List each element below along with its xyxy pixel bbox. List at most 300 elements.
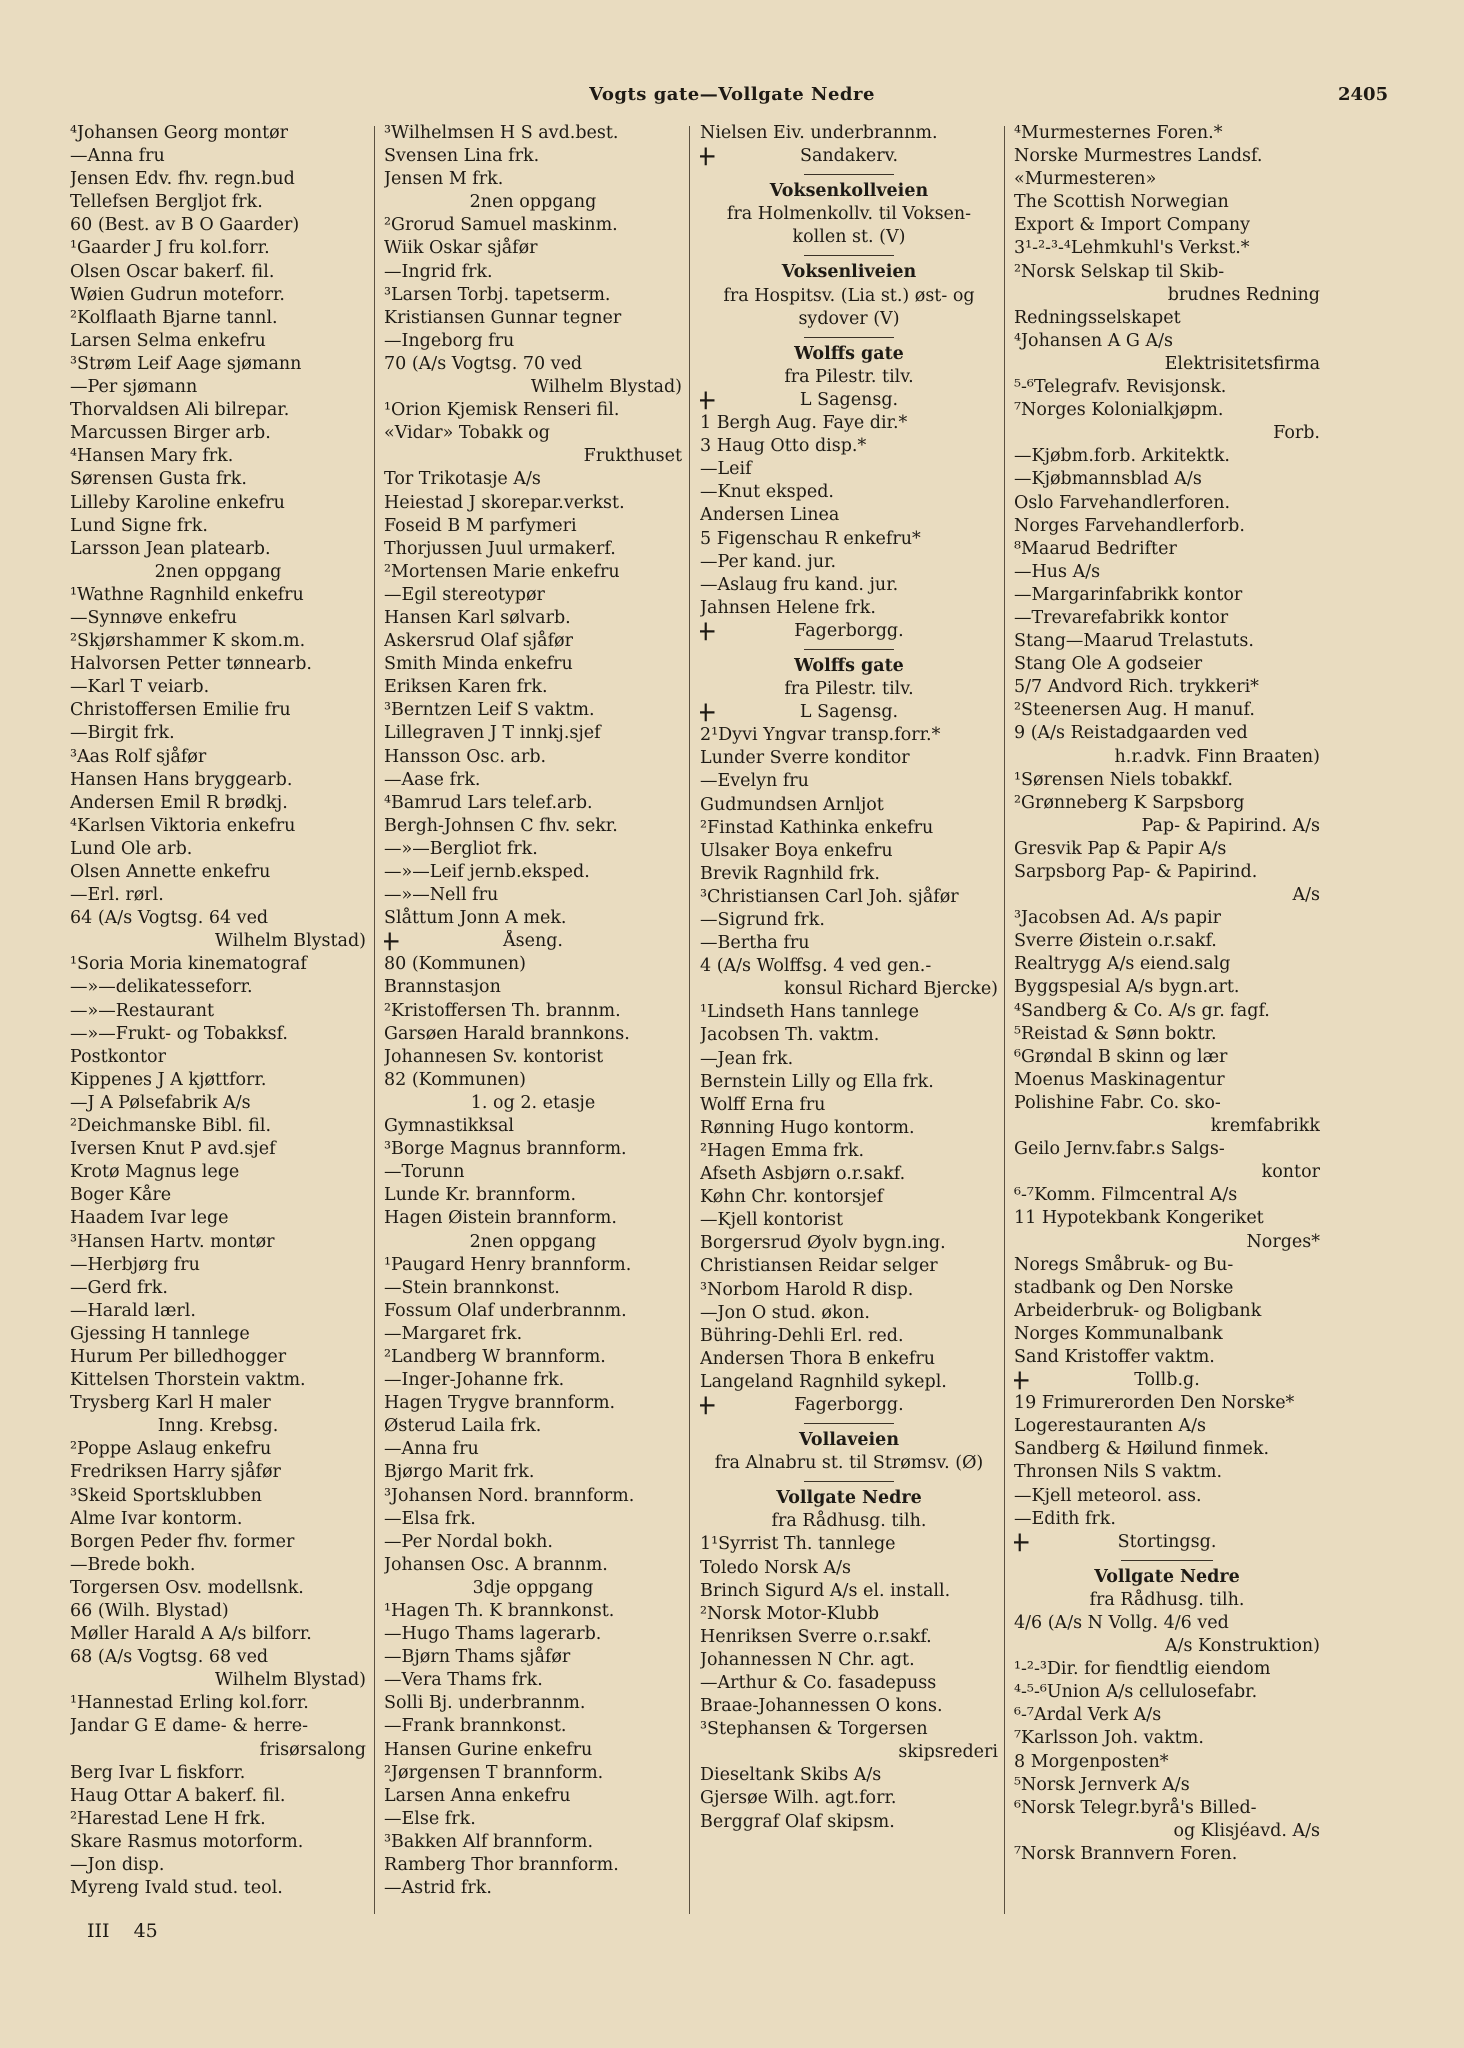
street-heading: Vollgate Nedre (776, 1488, 922, 1509)
directory-entry: Bjørgo Marit frk. (384, 1462, 535, 1483)
directory-entry: Eriksen Karen frk. (384, 677, 548, 698)
directory-entry: Svensen Lina frk. (384, 146, 540, 167)
directory-entry: ³Strøm Leif Aage sjømann (70, 353, 302, 374)
directory-entry: 4/6 (A/s N Vollg. 4/6 ved (1014, 1613, 1229, 1633)
directory-entry: —Jon O stud. økon. (700, 1302, 870, 1323)
directory-entry: —Margaret frk. (384, 1323, 523, 1344)
sheet-number: 45 (133, 1920, 158, 1942)
directory-entry: —Per kand. jur. (700, 551, 837, 572)
directory-entry: ⁵Norsk Jernverk A/s (1014, 1774, 1190, 1795)
directory-entry: Norges Kommunalbank (1014, 1323, 1223, 1344)
directory-entry: Solli Bj. underbrannm. (384, 1693, 586, 1714)
directory-entry: Larsen Anna enkefru (384, 1785, 571, 1806)
directory-entry: —Jean frk. (700, 1048, 794, 1069)
directory-entry: Lunde Kr. brannform. (384, 1185, 577, 1206)
directory-entry: 2nen oppgang (154, 561, 282, 582)
section-separator (700, 1475, 998, 1487)
directory-entry: ²Norsk Selskap til Skib- (1014, 261, 1225, 282)
directory-entry: —Bjørn Thams sjåfør (384, 1647, 571, 1668)
street-heading: Wolffs gate (794, 655, 904, 676)
directory-entry: —Aase frk. (384, 769, 481, 790)
directory-entry: Gresvik Pap & Papir A/s (1014, 838, 1227, 859)
section-separator (700, 643, 998, 655)
directory-entry: Logerestauranten A/s (1014, 1416, 1206, 1437)
directory-entry: —»—delikatesseforr. (70, 977, 253, 998)
directory-entry: fra Rådhusg. tilh. (1089, 1589, 1245, 1610)
directory-entry: brudnes Redning (1167, 284, 1320, 305)
directory-entry: Skare Rasmus motorform. (70, 1831, 304, 1852)
directory-entry: —Astrid frk. (384, 1878, 492, 1899)
directory-entry: Byggspesial A/s bygn.art. (1014, 977, 1240, 998)
column-divider (374, 126, 375, 1914)
directory-entry: Forb. (1273, 423, 1320, 444)
directory-entry: Berg Ivar L fiskforr. (70, 1762, 246, 1783)
directory-entry: —Frank brannkonst. (384, 1716, 567, 1737)
directory-entry: —»—Frukt- og Tobakksf. (70, 1023, 288, 1044)
directory-entry: Noregs Småbruk- og Bu- (1014, 1254, 1234, 1275)
directory-entry: —Sigrund frk. (700, 910, 825, 930)
street-heading: Voksenliveien (781, 262, 917, 283)
cross-street-marker: + Sandakerv. (700, 145, 998, 168)
directory-entry: Pap- & Papirind. A/s (1141, 815, 1320, 836)
signature-mark: III (87, 1920, 110, 1942)
directory-entry: Rønning Hugo kontorm. (700, 1117, 915, 1138)
directory-entry: ²Skjørshammer K skom.m. (70, 631, 306, 652)
directory-entry: —»—Leif jernb.eksped. (384, 862, 590, 882)
directory-entry: ²Landberg W brannform. (384, 1346, 606, 1367)
street-heading: Vollgate Nedre (1094, 1566, 1240, 1587)
directory-entry: ⁴Sandberg & Co. A/s gr. fagf. (1014, 1000, 1270, 1021)
directory-entry: Elektrisitetsfirma (1164, 353, 1320, 374)
directory-entry: ¹Sørensen Niels tobakkf. (1014, 769, 1233, 790)
directory-entry: 80 (Kommunen) (384, 954, 526, 975)
directory-entry: ⁶Norsk Telegr.byrå's Billed- (1014, 1797, 1257, 1818)
directory-entry: —Kjell meteorol. ass. (1014, 1485, 1202, 1506)
directory-entry: fra Holmenkollv. til Voksen- (726, 204, 972, 225)
column-2 (384, 122, 682, 1922)
directory-entry: Johannesen Sv. kontorist (384, 1046, 604, 1067)
directory-entry: Afseth Asbjørn o.r.sakf. (700, 1164, 906, 1185)
directory-entry: Brannstasjon (384, 977, 501, 998)
directory-entry: —Hugo Thams lagerarb. (384, 1624, 602, 1645)
directory-entry: Thronsen Nils S vaktm. (1014, 1462, 1223, 1483)
directory-entry: ³Borge Magnus brannform. (384, 1139, 627, 1160)
directory-entry: Berggraf Olaf skipsm. (700, 1811, 895, 1832)
directory-entry: 3dje oppgang (472, 1577, 594, 1598)
directory-entry: Wilhelm Blystad) (530, 377, 682, 398)
directory-entry: Brinch Sigurd A/s el. install. (700, 1580, 951, 1601)
directory-entry: ³Berntzen Leif S vaktm. (384, 700, 595, 721)
directory-entry: —J A Pølsefabrik A/s (70, 1092, 251, 1113)
directory-entry: A/s (1292, 885, 1320, 906)
directory-entry: —Erl. rørl. (70, 885, 164, 906)
directory-entry: kremfabrikk (1210, 1116, 1320, 1137)
directory-entry: Tor Trikotasje A/s (384, 469, 541, 490)
directory-entry: 2nen oppgang (469, 192, 597, 213)
cross-street-marker: + L Sagensg. (700, 389, 998, 412)
directory-entry: Olsen Oscar bakerf. fil. (70, 261, 275, 282)
directory-entry: ⁴Johansen Georg montør (70, 123, 289, 143)
directory-entry: ⁴Karlsen Viktoria enkefru (70, 815, 296, 836)
directory-entry: 60 (Best. av B O Gaarder) (70, 215, 300, 236)
directory-entry: ²Finstad Kathinka enkefru (700, 817, 934, 838)
directory-entry: A/s Konstruktion) (1164, 1636, 1320, 1657)
directory-entry: ³Wilhelmsen H S avd.best. (384, 123, 619, 143)
directory-entry: Foseid B M parfymeri (384, 515, 577, 536)
directory-entry: 2nen oppgang (469, 1231, 597, 1252)
directory-entry: Trysberg Karl H maler (70, 1393, 271, 1414)
directory-entry: ⁴-⁵-⁶Union A/s cellulosefabr. (1014, 1682, 1258, 1703)
directory-entry: ²Kolflaath Bjarne tannl. (70, 307, 278, 328)
directory-entry: Wolff Erna fru (700, 1094, 826, 1115)
section-separator (700, 249, 998, 261)
directory-entry: Borgersrud Øyolv bygn.ing. (700, 1233, 946, 1254)
directory-entry: ²Poppe Aslaug enkefru (70, 1439, 272, 1460)
directory-entry: —Torunn (384, 1162, 465, 1183)
directory-entry: Polishine Fabr. Co. sko- (1014, 1092, 1221, 1113)
directory-entry: —Ingrid frk. (384, 261, 493, 282)
directory-entry: ³Aas Rolf sjåfør (70, 746, 207, 767)
directory-entry: —Jon disp. (70, 1855, 165, 1876)
directory-entry: —Herbjørg fru (70, 1254, 200, 1275)
directory-entry: ²Kristoffersen Th. brannm. (384, 1000, 621, 1021)
directory-entry: fra Hospitsv. (Lia st.) øst- og (723, 285, 975, 306)
directory-entry: Jacobsen Th. vaktm. (700, 1025, 880, 1046)
directory-entry: 64 (A/s Vogtsg. 64 ved (70, 908, 269, 929)
directory-entry: —Egil stereotypør (384, 584, 545, 605)
directory-entry: ³Johansen Nord. brannform. (384, 1485, 635, 1506)
directory-entry: —Trevarefabrikk kontor (1014, 607, 1229, 628)
directory-entry: 68 (A/s Vogtsg. 68 ved (70, 1647, 269, 1668)
directory-entry: Garsøen Harald brannkons. (384, 1023, 630, 1044)
directory-entry: Smith Minda enkefru (384, 654, 573, 675)
directory-entry: Køhn Chr. kontorsjef (700, 1187, 884, 1208)
directory-entry: 9 (A/s Reistadgaarden ved (1014, 723, 1248, 744)
directory-entry: Hurum Per billedhogger (70, 1346, 287, 1367)
directory-entry: Kristiansen Gunnar tegner (384, 307, 622, 328)
page-footer (87, 1920, 176, 1942)
directory-entry: —Kjøbm.forb. Arkitektk. (1014, 446, 1230, 467)
directory-entry: Frukthuset (583, 446, 682, 467)
column-4 (1014, 122, 1320, 1922)
directory-entry: —Kjøbmannsblad A/s (1014, 469, 1202, 490)
directory-entry: 66 (Wilh. Blystad) (70, 1601, 229, 1621)
directory-entry: ²Grorud Samuel maskinm. (384, 215, 618, 236)
directory-entry: Norges* (1246, 1231, 1320, 1252)
street-heading: Voksenkollveien (769, 181, 929, 202)
directory-entry: Sørensen Gusta frk. (70, 469, 247, 490)
directory-entry: —Anna fru (70, 146, 165, 167)
directory-entry: Østerud Laila frk. (384, 1416, 542, 1437)
directory-entry: 82 (Kommunen) (384, 1069, 526, 1090)
directory-entry: Sarpsborg Pap- & Papirind. (1014, 862, 1258, 882)
directory-entry: ¹Wathne Ragnhild enkefru (70, 584, 304, 605)
directory-entry: ³Skeid Sportsklubben (70, 1485, 262, 1506)
directory-entry: —Ingeborg fru (384, 330, 515, 351)
directory-entry: —Else frk. (384, 1808, 476, 1829)
directory-entry: Sverre Øistein o.r.sakf. (1014, 931, 1217, 952)
directory-entry: —Harald lærl. (70, 1300, 196, 1321)
directory-entry: ³Bakken Alf brannform. (384, 1831, 594, 1852)
directory-entry: Krotø Magnus lege (70, 1162, 240, 1183)
directory-entry: Stang—Maarud Trelastuts. (1014, 631, 1254, 652)
directory-entry: Lund Ole arb. (70, 838, 193, 859)
directory-entry: 1¹Syrrist Th. tannlege (700, 1534, 896, 1555)
directory-entry: ²Harestad Lene H frk. (70, 1808, 266, 1829)
directory-entry: Hansen Karl sølvarb. (384, 607, 571, 628)
directory-entry: 2¹Dyvi Yngvar transp.forr.* (700, 725, 941, 746)
directory-entry: Tellefsen Bergljot frk. (70, 192, 263, 213)
directory-entry: Norges Farvehandlerforb. (1014, 515, 1245, 536)
directory-entry: Christiansen Reidar selger (700, 1256, 938, 1277)
directory-entry: Postkontor (70, 1046, 166, 1067)
directory-entry: Christoffersen Emilie fru (70, 700, 291, 721)
directory-entry: ¹Hagen Th. K brannkonst. (384, 1601, 615, 1621)
directory-entry: Thorjussen Juul urmakerf. (384, 538, 616, 559)
directory-entry: Iversen Knut P avd.sjef (70, 1139, 276, 1160)
directory-entry: sydover (V) (798, 308, 900, 329)
directory-entry: Oslo Farvehandlerforen. (1014, 492, 1231, 513)
directory-entry: ⁷Norges Kolonialkjøpm. (1014, 400, 1224, 421)
directory-entry: ³Hansen Hartv. montør (70, 1231, 275, 1252)
directory-entry: —Inger-Johanne frk. (384, 1370, 565, 1391)
section-separator (700, 1417, 998, 1429)
directory-entry: Realtrygg A/s eiend.salg (1014, 954, 1231, 975)
directory-entry: Askersrud Olaf sjåfør (384, 631, 573, 652)
section-separator (700, 331, 998, 343)
directory-entry: ⁶-⁷Ardal Verk A/s (1014, 1705, 1162, 1726)
directory-entry: frisørsalong (259, 1739, 366, 1760)
directory-entry: Sandberg & Høilund finmek. (1014, 1439, 1270, 1460)
directory-entry: Marcussen Birger arb. (70, 423, 271, 444)
directory-entry: Kittelsen Thorstein vaktm. (70, 1370, 306, 1391)
directory-entry: ⁴Johansen A G A/s (1014, 330, 1173, 351)
directory-entry: ¹Gaarder J fru kol.forr. (70, 238, 270, 259)
directory-entry: Larsson Jean platearb. (70, 538, 271, 559)
directory-entry: fra Rådhusg. tilh. (771, 1511, 927, 1532)
directory-entry: ⁵Reistad & Sønn boktr. (1014, 1023, 1217, 1044)
directory-entry: ²Hagen Emma frk. (700, 1140, 865, 1161)
directory-entry: Haadem Ivar lege (70, 1208, 229, 1229)
directory-entry: Hansson Osc. arb. (384, 746, 547, 767)
directory-entry: Johannessen N Chr. agt. (700, 1649, 915, 1670)
directory-entry: Gudmundsen Arnljot (700, 794, 884, 815)
cross-street-marker: + Åseng. (384, 930, 682, 953)
directory-entry: ³Norbom Harold R disp. (700, 1279, 914, 1300)
directory-entry: Bernstein Lilly og Ella frk. (700, 1071, 934, 1092)
directory-entry: Redningsselskapet (1014, 307, 1181, 328)
directory-entry: ⁶-⁷Komm. Filmcentral A/s (1014, 1185, 1238, 1206)
directory-entry: Jensen M frk. (384, 169, 504, 190)
directory-entry: ⁸Maarud Bedrifter (1014, 538, 1177, 559)
directory-entry: —»—Restaurant (70, 1000, 215, 1021)
directory-entry: —Karl T veiarb. (70, 677, 210, 698)
directory-entry: —Kjell kontorist (700, 1210, 844, 1231)
directory-entry: Bergh-Johnsen C fhv. sekr. (384, 815, 618, 836)
directory-entry: «Murmesteren» (1014, 169, 1157, 190)
directory-entry: ²Mortensen Marie enkefru (384, 561, 620, 582)
directory-entry: 5/7 Andvord Rich. trykkeri* (1014, 677, 1259, 698)
directory-entry: «Vidar» Tobakk og (384, 423, 550, 444)
directory-entry: 1 Bergh Aug. Faye dir.* (700, 413, 908, 434)
column-divider (689, 126, 690, 1914)
directory-entry: Lillegraven J T innkj.sjef (384, 723, 601, 744)
directory-entry: ⁴Hansen Mary frk. (70, 446, 234, 467)
directory-entry: fra Alnabru st. til Strømsv. (Ø) (714, 1453, 984, 1474)
directory-entry: —Anna fru (384, 1439, 479, 1460)
directory-entry: Wilhelm Blystad) (214, 1670, 366, 1691)
directory-entry: Toledo Norsk A/s (700, 1557, 851, 1578)
directory-entry: 8 Morgenposten* (1014, 1751, 1169, 1772)
directory-entry: Wøien Gudrun moteforr. (70, 284, 285, 305)
directory-entry: Jahnsen Helene frk. (700, 597, 876, 618)
directory-entry: Braae-Johannessen O kons. (700, 1696, 943, 1717)
directory-entry: —Margarinfabrikk kontor (1014, 584, 1243, 605)
column-3 (700, 122, 998, 1922)
directory-entry: —»—Bergliot frk. (384, 838, 538, 859)
directory-entry: Gjersøe Wilh. agt.forr. (700, 1788, 897, 1809)
directory-entry: ¹Lindseth Hans tannlege (700, 1002, 919, 1023)
directory-entry: ¹Hannestad Erling kol.forr. (70, 1693, 309, 1714)
directory-entry: Kippenes J A kjøttforr. (70, 1069, 267, 1090)
directory-entry: og Klisjéavd. A/s (1173, 1820, 1320, 1841)
directory-entry: 19 Frimurerorden Den Norske* (1014, 1393, 1295, 1414)
directory-entry: 3¹-²-³-⁴Lehmkuhl's Verkst.* (1014, 238, 1250, 259)
directory-entry: Johansen Osc. A brannm. (384, 1554, 608, 1575)
street-heading: Wolffs gate (794, 343, 904, 364)
directory-entry: Larsen Selma enkefru (70, 330, 266, 351)
directory-entry: —Gerd frk. (70, 1277, 168, 1298)
cross-street-marker: + L Sagensg. (700, 701, 998, 724)
directory-entry: Myreng Ivald stud. teol. (70, 1878, 283, 1899)
directory-entry: Hansen Gurine enkefru (384, 1739, 593, 1760)
directory-entry: konsul Richard Bjercke) (784, 979, 998, 1000)
directory-entry: Slåttum Jonn A mek. (384, 908, 567, 929)
directory-entry: Dieseltank Skibs A/s (700, 1765, 882, 1786)
directory-entry: —Hus A/s (1014, 561, 1101, 582)
directory-entry: —Aslaug fru kand. jur. (700, 574, 899, 595)
cross-street-marker: + Fagerborgg. (700, 1394, 998, 1417)
directory-entry: —Arthur & Co. fasadepuss (700, 1673, 937, 1693)
directory-entry: fra Pilestr. tilv. (784, 366, 914, 387)
directory-entry: ³Stephansen & Torgersen (700, 1719, 928, 1740)
directory-entry: Jensen Edv. fhv. regn.bud (70, 169, 295, 190)
directory-entry: Hagen Trygve brannform. (384, 1393, 616, 1414)
directory-entry: kontor (1261, 1162, 1320, 1183)
directory-entry: Andersen Thora B enkefru (700, 1348, 935, 1369)
directory-entry: ¹-²-³Dir. for fiendtlig eiendom (1014, 1659, 1271, 1680)
directory-entry: —Brede bokh. (70, 1554, 196, 1575)
directory-entry: Hagen Øistein brannform. (384, 1208, 617, 1229)
directory-entry: Haug Ottar A bakerf. fil. (70, 1785, 286, 1806)
cross-street-marker: + Stortingsg. (1014, 1531, 1320, 1554)
directory-entry: Inng. Krebsg. (157, 1416, 279, 1437)
directory-entry: Borgen Peder fhv. former (70, 1531, 295, 1552)
page-number: 2405 (1338, 84, 1389, 105)
directory-entry: Andersen Linea (700, 505, 840, 526)
directory-entry: 4 (A/s Wolffsg. 4 ved gen.- (700, 956, 932, 977)
directory-entry: 70 (A/s Vogtsg. 70 ved (384, 353, 583, 374)
cross-street-marker: + Tollb.g. (1014, 1369, 1320, 1392)
directory-entry: ¹Soria Moria kinematograf (70, 954, 307, 975)
directory-entry: Torgersen Osv. modellsnk. (70, 1577, 304, 1598)
directory-entry: ²Steenersen Aug. H manuf. (1014, 700, 1255, 721)
directory-entry: Moenus Maskinagentur (1014, 1069, 1225, 1090)
directory-entry: Halvorsen Petter tønnearb. (70, 654, 312, 675)
directory-entry: Wiik Oskar sjåfør (384, 238, 538, 259)
directory-entry: Export & Import Company (1014, 215, 1251, 236)
directory-entry: Lund Signe frk. (70, 515, 208, 536)
directory-entry: ²Jørgensen T brannform. (384, 1762, 604, 1783)
directory-entry: —Knut eksped. (700, 482, 834, 503)
directory-entry: Boger Kåre (70, 1185, 172, 1206)
directory-entry: —Stein brannkonst. (384, 1277, 560, 1298)
directory-entry: ⁷Norsk Brannvern Foren. (1014, 1843, 1238, 1864)
directory-entry: kollen st. (V) (792, 227, 906, 248)
directory-entry: 1. og 2. etasje (470, 1092, 596, 1113)
directory-entry: ²Norsk Motor-Klubb (700, 1603, 880, 1624)
directory-entry: Brevik Ragnhild frk. (700, 863, 880, 884)
directory-entry: —Elsa frk. (384, 1508, 476, 1529)
directory-entry: The Scottish Norwegian (1014, 192, 1229, 213)
directory-entry: Fossum Olaf underbrannm. (384, 1300, 627, 1321)
directory-entry: fra Pilestr. tilv. (784, 679, 914, 700)
directory-entry: Wilhelm Blystad) (214, 931, 366, 952)
directory-entry: ⁴Bamrud Lars telef.arb. (384, 792, 593, 813)
section-separator (700, 168, 998, 180)
directory-entry: skipsrederi (898, 1742, 998, 1763)
directory-entry: ³Jacobsen Ad. A/s papir (1014, 908, 1222, 929)
directory-entry: Jandar G E dame- & herre- (70, 1716, 308, 1737)
directory-entry: Sand Kristoffer vaktm. (1014, 1346, 1215, 1367)
directory-entry: Geilo Jernv.fabr.s Salgs- (1014, 1139, 1225, 1160)
directory-entry: stadbank og Den Norske (1014, 1277, 1234, 1298)
directory-entry: Ulsaker Boya enkefru (700, 840, 893, 861)
directory-entry: 3 Haug Otto disp.* (700, 436, 867, 457)
directory-entry: —Synnøve enkefru (70, 607, 237, 628)
directory-entry: Arbeiderbruk- og Boligbank (1014, 1300, 1262, 1321)
directory-entry: ³Larsen Torbj. tapetserm. (384, 284, 611, 305)
directory-entry: Thorvaldsen Ali bilrepar. (70, 400, 290, 421)
directory-entry: ¹Orion Kjemisk Renseri fil. (384, 400, 620, 421)
column-divider (1004, 126, 1005, 1914)
directory-entry: Møller Harald A A/s bilforr. (70, 1624, 312, 1645)
directory-entry: Gymnastikksal (384, 1116, 514, 1137)
directory-entry: Alme Ivar kontorm. (70, 1508, 243, 1529)
directory-entry: Lunder Sverre konditor (700, 748, 910, 769)
directory-entry: —Per sjømann (70, 377, 198, 398)
directory-entry: h.r.advk. Finn Braaten) (1114, 746, 1320, 767)
running-title: Vogts gate—Vollgate Nedre (589, 84, 875, 105)
directory-entry: Nielsen Eiv. underbrannm. (700, 123, 938, 143)
directory-entry: 5 Figenschau R enkefru* (700, 528, 921, 549)
directory-entry: Lilleby Karoline enkefru (70, 492, 285, 513)
directory-entry: Gjessing H tannlege (70, 1323, 250, 1344)
directory-entry: ⁴Murmesternes Foren.* (1014, 123, 1223, 143)
directory-entry: —Leif (700, 459, 752, 480)
directory-entry: ⁵-⁶Telegrafv. Revisjonsk. (1014, 377, 1227, 398)
directory-entry: ¹Paugard Henry brannform. (384, 1254, 632, 1275)
directory-entry: Stang Ole A godseier (1014, 654, 1203, 675)
directory-entry: Heiestad J skorepar.verkst. (384, 492, 625, 513)
directory-entry: Andersen Emil R brødkj. (70, 792, 288, 813)
directory-entry: Fredriksen Harry sjåfør (70, 1462, 281, 1483)
street-heading: Vollaveien (798, 1430, 900, 1451)
directory-entry: Olsen Annette enkefru (70, 862, 271, 882)
directory-entry: ⁷Karlsson Joh. vaktm. (1014, 1728, 1204, 1749)
directory-entry: 11 Hypotekbank Kongeriket (1014, 1208, 1264, 1229)
directory-entry: Henriksen Sverre o.r.sakf. (700, 1626, 932, 1647)
